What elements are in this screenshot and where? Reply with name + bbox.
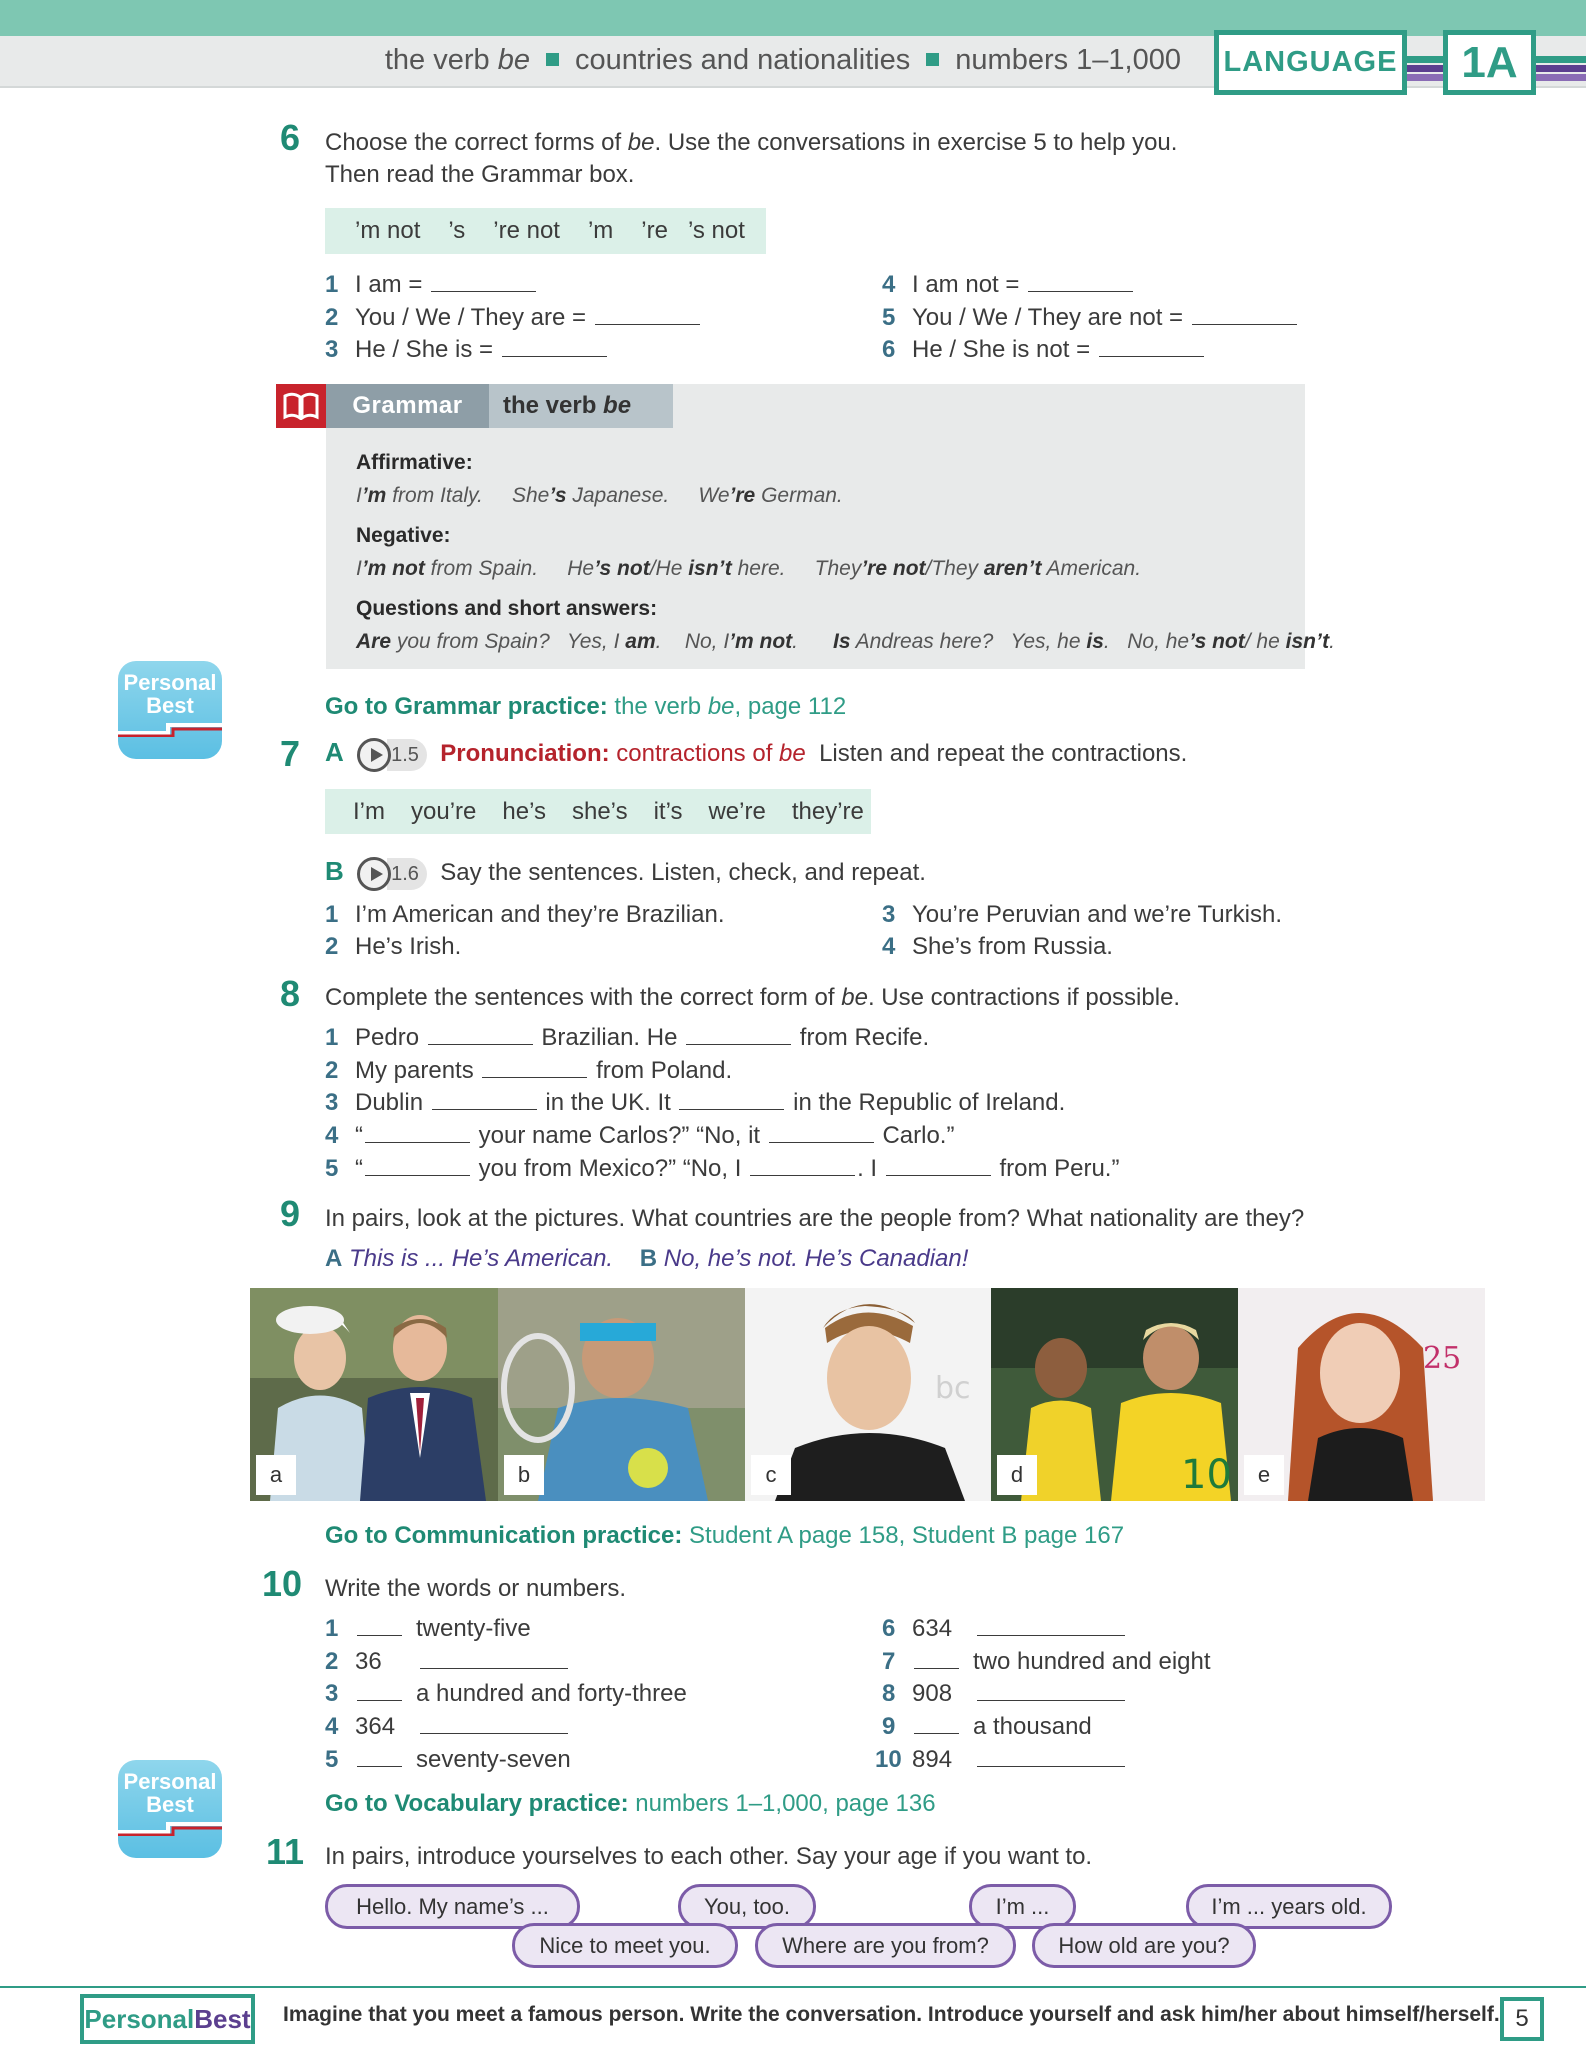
list-item: 2 He’s Irish.: [325, 933, 462, 960]
audio-play-icon[interactable]: [357, 738, 391, 772]
exercise-number: 9: [280, 1193, 301, 1234]
list-item: 1 I am =: [325, 269, 538, 300]
answer-blank[interactable]: [769, 1121, 874, 1143]
exercise-7b-line: B 1.6 Say the sentences. Listen, check, and repeat.: [325, 855, 926, 891]
page-number: 5: [1500, 1997, 1544, 2041]
answer-blank[interactable]: [420, 1712, 568, 1734]
list-item: 5 seventy-seven: [325, 1746, 571, 1773]
personal-best-badge: Personal Best: [118, 1760, 222, 1858]
photo-label: d: [997, 1455, 1037, 1495]
book-icon: [276, 384, 326, 428]
answer-blank[interactable]: [595, 303, 700, 325]
model-dialogue: A This is ... He’s American. B No, he’s not. He’s Canadian!: [325, 1245, 969, 1272]
answer-blank[interactable]: [1099, 335, 1204, 357]
exercise-instruction: Complete the sentences with the correct form of be. Use contractions if possible.: [325, 984, 1181, 1011]
answer-blank[interactable]: [977, 1679, 1125, 1701]
exercise-number: 8: [280, 973, 301, 1014]
grammar-tab: Grammar: [326, 384, 489, 428]
grammar-heading: Questions and short answers:: [356, 597, 658, 620]
header-topics: the verb be countries and nationalities numbers 1–1,000: [384, 44, 1181, 76]
word-box: ’m not ’s ’re not ’m ’re ’s not: [325, 208, 766, 254]
answer-blank[interactable]: [428, 1023, 533, 1045]
answer-blank[interactable]: [977, 1614, 1125, 1636]
exercise-instruction: Choose the correct forms of be. Use the conversations in exercise 5 to help you.: [325, 129, 1178, 156]
answer-blank[interactable]: [365, 1121, 470, 1143]
header-stripe: [1407, 74, 1443, 81]
unit-label: 1A: [1443, 30, 1536, 95]
header-stripe: [1407, 56, 1443, 63]
list-item: 1 Pedro Brazilian. He from Recife.: [325, 1024, 930, 1051]
list-item: 2 You / We / They are =: [325, 302, 702, 333]
answer-blank[interactable]: [357, 1745, 402, 1767]
contractions-box: I’m you’re he’s she’s it’s we’re they’re: [325, 789, 871, 834]
goto-grammar-link[interactable]: Go to Grammar practice: the verb be, page 112: [325, 693, 847, 720]
phrase-bubble: How old are you?: [1032, 1923, 1256, 1968]
list-item: 3 He / She is =: [325, 334, 609, 365]
exercise-number: 10: [262, 1563, 303, 1604]
header-stripe: [1407, 65, 1443, 72]
list-item: 10 894: [875, 1744, 1125, 1775]
answer-blank[interactable]: [750, 1154, 855, 1176]
personal-best-task: Imagine that you meet a famous person. Write the conversation. Introduce yourself and ask him/her about himself/herself.: [283, 2003, 1500, 2026]
answer-blank[interactable]: [431, 270, 536, 292]
list-item: 3 Dublin in the UK. It in the Republic of Ireland.: [325, 1089, 1066, 1116]
exercise-instruction: Then read the Grammar box.: [325, 161, 635, 188]
photo-a: [250, 1288, 498, 1501]
list-item: 6 He / She is not =: [882, 334, 1206, 365]
grammar-heading: Negative:: [356, 524, 451, 547]
photo-b: [498, 1288, 745, 1501]
exercise-instruction: Write the words or numbers.: [325, 1575, 626, 1602]
list-item: 5 “ you from Mexico?” “No, I . I from Peru.”: [325, 1155, 1120, 1182]
answer-blank[interactable]: [977, 1745, 1125, 1767]
list-item: 4 364: [325, 1711, 568, 1742]
goto-communication-link[interactable]: Go to Communication practice: Student A page 158, Student B page 167: [325, 1522, 1125, 1549]
list-item: 4 I am not =: [882, 269, 1135, 300]
exercise-number: 6: [280, 117, 301, 158]
grammar-example: I’m from Italy. She’s Japanese. We’re German.: [356, 484, 843, 507]
header-stripe: [1536, 65, 1586, 72]
section-label: LANGUAGE: [1214, 30, 1407, 95]
list-item: 1 I’m American and they’re Brazilian.: [325, 901, 725, 928]
list-item: 9 a thousand: [882, 1713, 1092, 1740]
svg-text:bc: bc: [935, 1371, 971, 1406]
answer-blank[interactable]: [886, 1154, 991, 1176]
list-item: 2 My parents from Poland.: [325, 1057, 733, 1084]
phrase-bubble: Where are you from?: [755, 1923, 1016, 1968]
list-item: 4 She’s from Russia.: [882, 933, 1113, 960]
grammar-subtitle: the verb be: [489, 384, 673, 428]
exercise-number: 11: [266, 1831, 305, 1872]
answer-blank[interactable]: [432, 1088, 537, 1110]
list-item: 2 36: [325, 1646, 568, 1677]
goto-vocabulary-link[interactable]: Go to Vocabulary practice: numbers 1–1,000, page 136: [325, 1790, 936, 1817]
answer-blank[interactable]: [357, 1679, 402, 1701]
answer-blank[interactable]: [1192, 303, 1297, 325]
answer-blank[interactable]: [914, 1712, 959, 1734]
phrase-bubble: Hello. My name’s ...: [325, 1884, 580, 1929]
photo-label: e: [1244, 1455, 1284, 1495]
photo-label: a: [256, 1455, 296, 1495]
answer-blank[interactable]: [420, 1647, 568, 1669]
svg-text:10: 10: [1181, 1452, 1232, 1498]
list-item: 4 “ your name Carlos?” “No, it Carlo.”: [325, 1122, 955, 1149]
personal-best-label: Personal Best: [80, 1994, 255, 2044]
photo-label: b: [504, 1455, 544, 1495]
list-item: 5 You / We / They are not =: [882, 302, 1299, 333]
exercise-number: 7: [280, 733, 301, 774]
exercise-7a-line: A 1.5 Pronunciation: contractions of be Listen and repeat the contractions.: [325, 736, 1187, 772]
exercise-instruction: In pairs, look at the pictures. What countries are the people from? What nationality are they?: [325, 1205, 1305, 1232]
personal-best-badge: Personal Best: [118, 661, 222, 759]
answer-blank[interactable]: [1028, 270, 1133, 292]
grammar-example: I’m not from Spain. He’s not/He isn’t here. They’re not/They aren’t American.: [356, 557, 1142, 580]
answer-blank[interactable]: [679, 1088, 784, 1110]
grammar-heading: Affirmative:: [356, 451, 473, 474]
photo-label: c: [751, 1455, 791, 1495]
list-item: 8 908: [882, 1678, 1125, 1709]
exercise-instruction: In pairs, introduce yourselves to each other. Say your age if you want to.: [325, 1843, 1093, 1870]
header-stripe: [1536, 74, 1586, 81]
audio-play-icon[interactable]: [357, 857, 391, 891]
phrase-bubble: Nice to meet you.: [512, 1923, 738, 1968]
answer-blank[interactable]: [502, 335, 607, 357]
photo-c: [745, 1288, 991, 1501]
photo-d: [991, 1288, 1238, 1501]
phrase-bubble: I’m ... years old.: [1186, 1884, 1392, 1929]
answer-blank[interactable]: [482, 1056, 587, 1078]
footer-divider: [0, 1986, 1586, 1988]
list-item: 6 634: [882, 1613, 1125, 1644]
phrase-bubble: You, too.: [678, 1884, 816, 1929]
photo-e: [1238, 1288, 1485, 1501]
answer-blank[interactable]: [365, 1154, 470, 1176]
svg-text:25: 25: [1423, 1341, 1462, 1376]
answer-blank[interactable]: [686, 1023, 791, 1045]
list-item: 1 twenty-five: [325, 1615, 531, 1642]
grammar-example: Are you from Spain? Yes, I am. No, I’m not. Is Andreas here? Yes, he is. No, he’s not/ he isn’t.: [356, 630, 1336, 653]
list-item: 7 two hundred and eight: [882, 1648, 1211, 1675]
list-item: 3 You’re Peruvian and we’re Turkish.: [882, 901, 1282, 928]
answer-blank[interactable]: [914, 1647, 959, 1669]
answer-blank[interactable]: [357, 1614, 402, 1636]
list-item: 3 a hundred and forty-three: [325, 1680, 687, 1707]
header-stripe: [1536, 56, 1586, 63]
phrase-bubble: I’m ...: [969, 1884, 1076, 1929]
